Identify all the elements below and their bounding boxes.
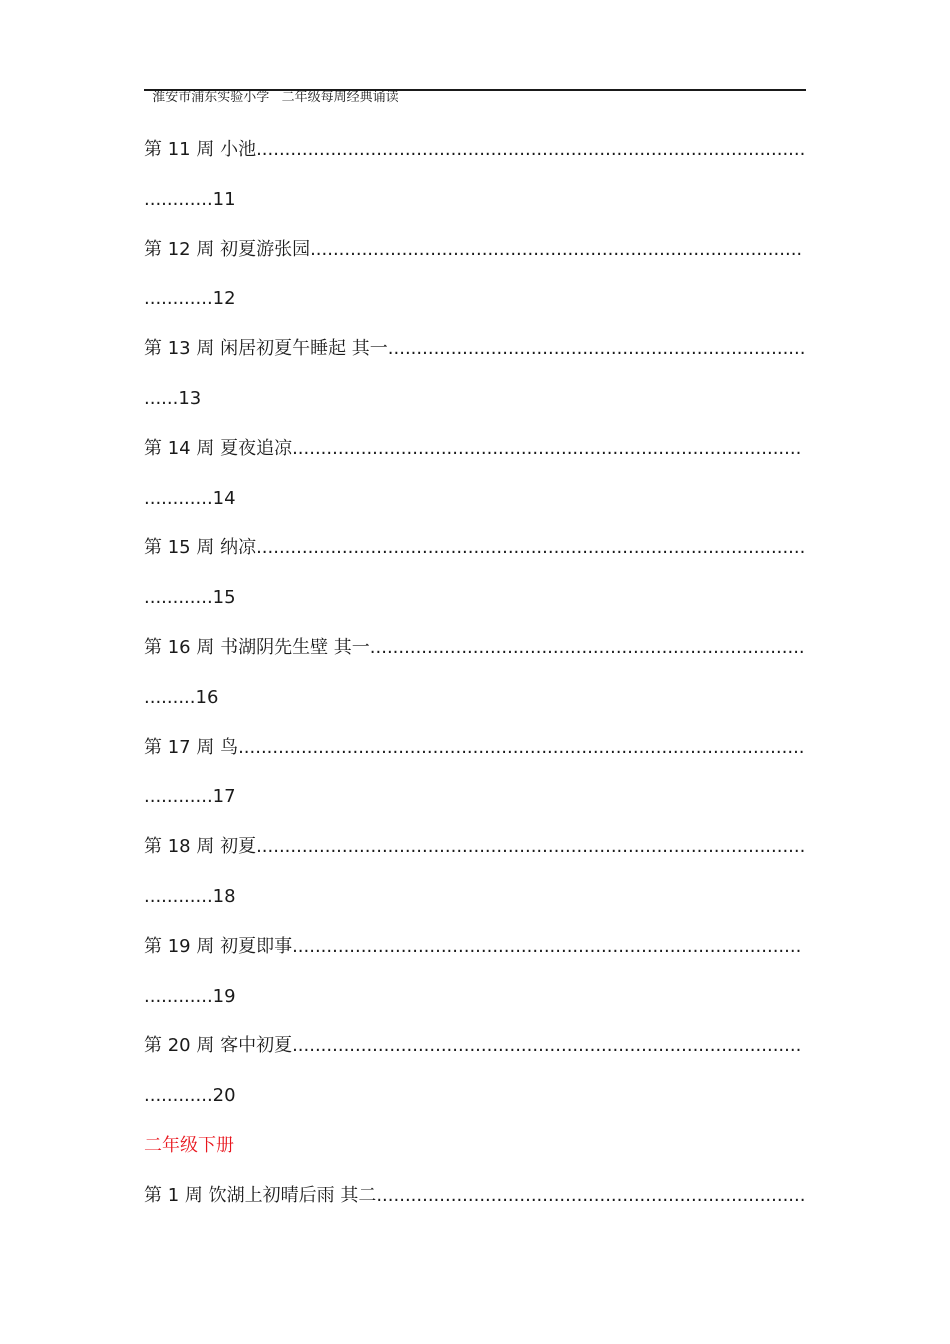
toc-line-7[interactable]: 第 14 周 夏夜追凉......................................................................................... [144, 437, 802, 459]
header-title: 淮安市浦东实验小学 二年级每周经典诵读 [152, 90, 399, 105]
toc-line-6[interactable]: ......13 [144, 387, 202, 409]
toc-line-3[interactable]: 第 12 周 初夏游张园...................................................................................... [144, 238, 803, 260]
toc-line-4[interactable]: ............12 [144, 288, 236, 310]
toc-line-11[interactable]: 第 16 周 书湖阴先生壁 其一............................................................................ [144, 636, 805, 658]
toc-line-17[interactable]: 第 19 周 初夏即事......................................................................................... [144, 935, 802, 957]
page-header [144, 68, 806, 105]
toc-line-5[interactable]: 第 13 周 闲居初夏午睡起 其一......................................................................... [144, 338, 806, 360]
toc-line-13[interactable]: 第 17 周 鸟................................................................................................... [144, 736, 805, 758]
toc-line-2[interactable]: ............11 [144, 188, 236, 210]
toc-line-1[interactable]: 第 11 周 小池................................................................................................ [144, 139, 806, 160]
toc-line-19[interactable]: 第 20 周 客中初夏......................................................................................... [144, 1035, 802, 1057]
toc-line-8[interactable]: ............14 [144, 487, 236, 509]
toc-line-16[interactable]: ............18 [144, 885, 236, 907]
toc-line-10[interactable]: ............15 [144, 587, 236, 609]
toc-line-22[interactable]: 第 1 周 饮湖上初晴后雨 其二........................................................................... [144, 1184, 806, 1206]
toc-line-18[interactable]: ............19 [144, 985, 236, 1007]
toc-line-12[interactable]: .........16 [144, 686, 219, 708]
toc-line-9[interactable]: 第 15 周 纳凉................................................................................................ [144, 537, 806, 559]
toc-section-heading[interactable]: 二年级下册 [144, 1134, 234, 1156]
table-of-contents [144, 132, 824, 1228]
toc-line-20[interactable]: ............20 [144, 1085, 236, 1107]
toc-line-15[interactable]: 第 18 周 初夏................................................................................................ [144, 836, 806, 858]
toc-line-14[interactable]: ............17 [144, 786, 236, 808]
